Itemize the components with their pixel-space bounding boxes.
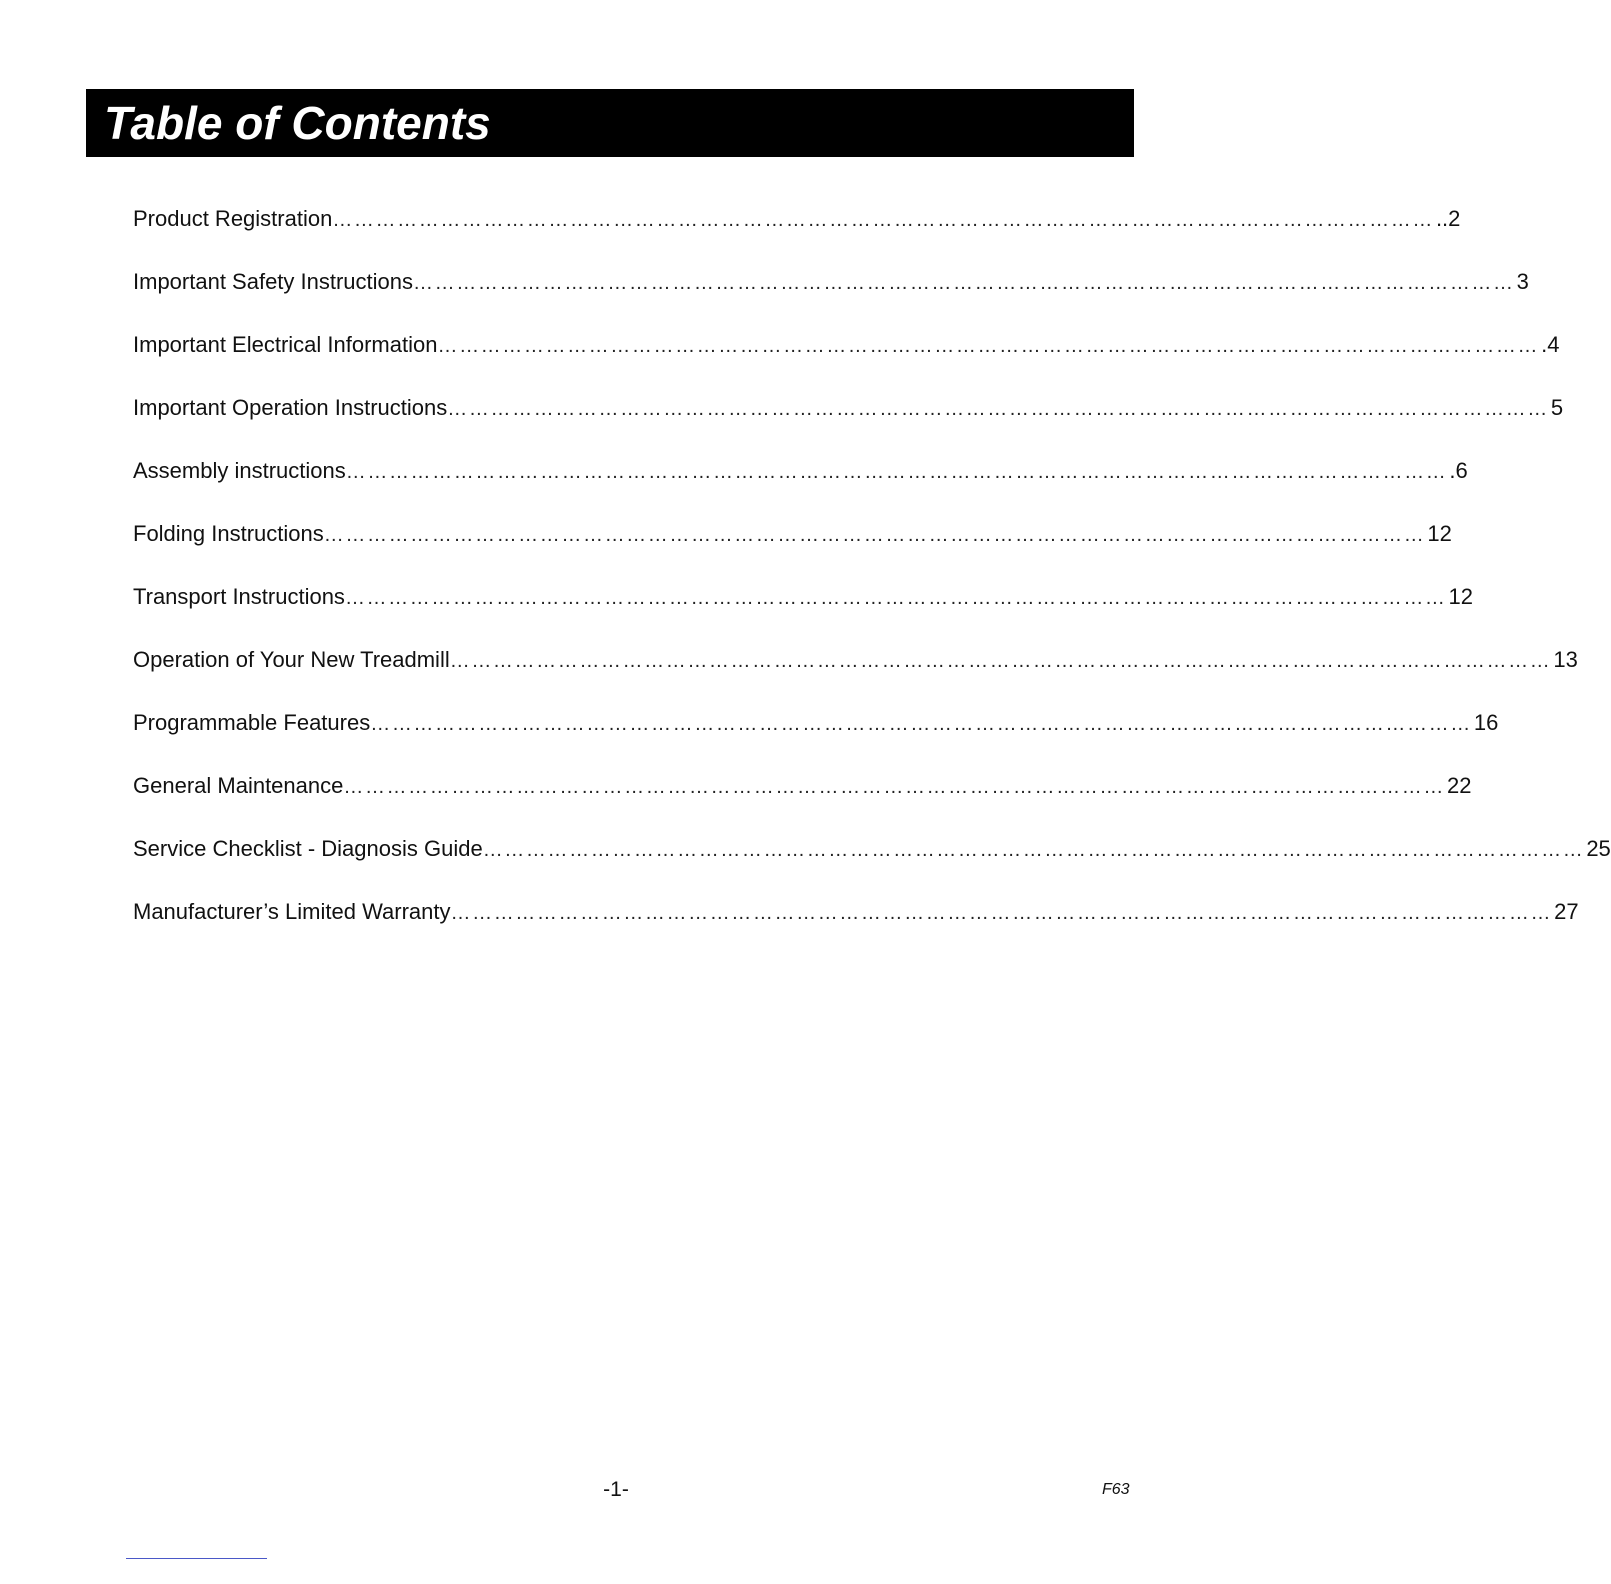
dot-leader: ……………………………………………………………………………………………………………………………………… (450, 902, 1553, 924)
toc-entry-service-checklist[interactable] (133, 834, 1611, 864)
toc-entry-label: Important Safety Instructions (133, 269, 414, 294)
toc-entry-label: Transport Instructions (133, 584, 345, 609)
toc-entry-operation-of-treadmill[interactable] (133, 645, 1578, 675)
toc-entry-label: Programmable Features (133, 710, 371, 735)
toc-entry-label: Manufacturer’s Limited Warranty (133, 899, 451, 924)
dot-leader: ……………………………………………………………………………………………………………………………………… (332, 209, 1434, 231)
toc-entry-label: Assembly instructions (133, 458, 346, 483)
toc-entry-product-registration[interactable] (133, 204, 1461, 234)
toc-entry-folding-instructions[interactable] (133, 519, 1452, 549)
toc-entry-label: Folding Instructions (133, 521, 324, 546)
toc-entry-page: 12 (1448, 584, 1474, 609)
dot-leader: ……………………………………………………………………………………………………………………………………… (344, 587, 1447, 609)
toc-entry-important-operation-instructions[interactable] (133, 393, 1564, 423)
page-number: -1- (603, 1478, 629, 1501)
dot-leader: ……………………………………………………………………………………………………………………………………… (323, 524, 1426, 546)
toc-entry-page: .4 (1541, 332, 1560, 357)
dot-leader: ……………………………………………………………………………………………………………………………………… (437, 335, 1540, 357)
toc-entry-label: Product Registration (133, 206, 333, 231)
toc-entry-limited-warranty[interactable] (133, 897, 1579, 927)
toc-entry-assembly-instructions[interactable] (133, 456, 1468, 486)
toc-entry-label: Operation of Your New Treadmill (133, 647, 450, 672)
toc-entry-label: Service Checklist - Diagnosis Guide (133, 836, 483, 861)
toc-entry-page: 27 (1554, 899, 1579, 924)
dot-leader: ……………………………………………………………………………………………………………………………………… (482, 839, 1585, 861)
toc-entry-label: General Maintenance (133, 773, 344, 798)
toc-entry-label: Important Electrical Information (133, 332, 438, 357)
toc-entry-programmable-features[interactable] (133, 708, 1499, 738)
toc-entry-page: 5 (1550, 395, 1564, 420)
dot-leader: ……………………………………………………………………………………………………………………………………… (343, 776, 1445, 798)
toc-entry-important-electrical-information[interactable] (133, 330, 1560, 360)
dot-leader: ……………………………………………………………………………………………………………………………………… (449, 650, 1552, 672)
dot-leader: ……………………………………………………………………………………………………………………………………… (370, 713, 1472, 735)
toc-entry-page: ..2 (1435, 206, 1461, 231)
toc-entry-page: 13 (1553, 647, 1578, 672)
toc-entry-page: 25 (1586, 836, 1611, 861)
toc-entry-important-safety-instructions[interactable] (133, 267, 1529, 297)
page-title: Table of Contents (104, 97, 491, 149)
toc-entry-page: 22 (1446, 773, 1472, 798)
toc-entry-general-maintenance[interactable] (133, 771, 1472, 801)
toc-entry-transport-instructions[interactable] (133, 582, 1474, 612)
toc-entry-page: .6 (1449, 458, 1468, 483)
toc-entry-page: 16 (1473, 710, 1499, 735)
toc-entry-label: Important Operation Instructions (133, 395, 448, 420)
bottom-rule (126, 1558, 267, 1559)
dot-leader: ……………………………………………………………………………………………………………………………………… (413, 272, 1515, 294)
toc-entry-page: 3 (1516, 269, 1529, 294)
dot-leader: ……………………………………………………………………………………………………………………………………… (447, 398, 1549, 420)
model-code: F63 (1102, 1481, 1130, 1498)
toc-entry-page: 12 (1427, 521, 1452, 546)
dot-leader: ……………………………………………………………………………………………………………………………………… (345, 461, 1448, 483)
